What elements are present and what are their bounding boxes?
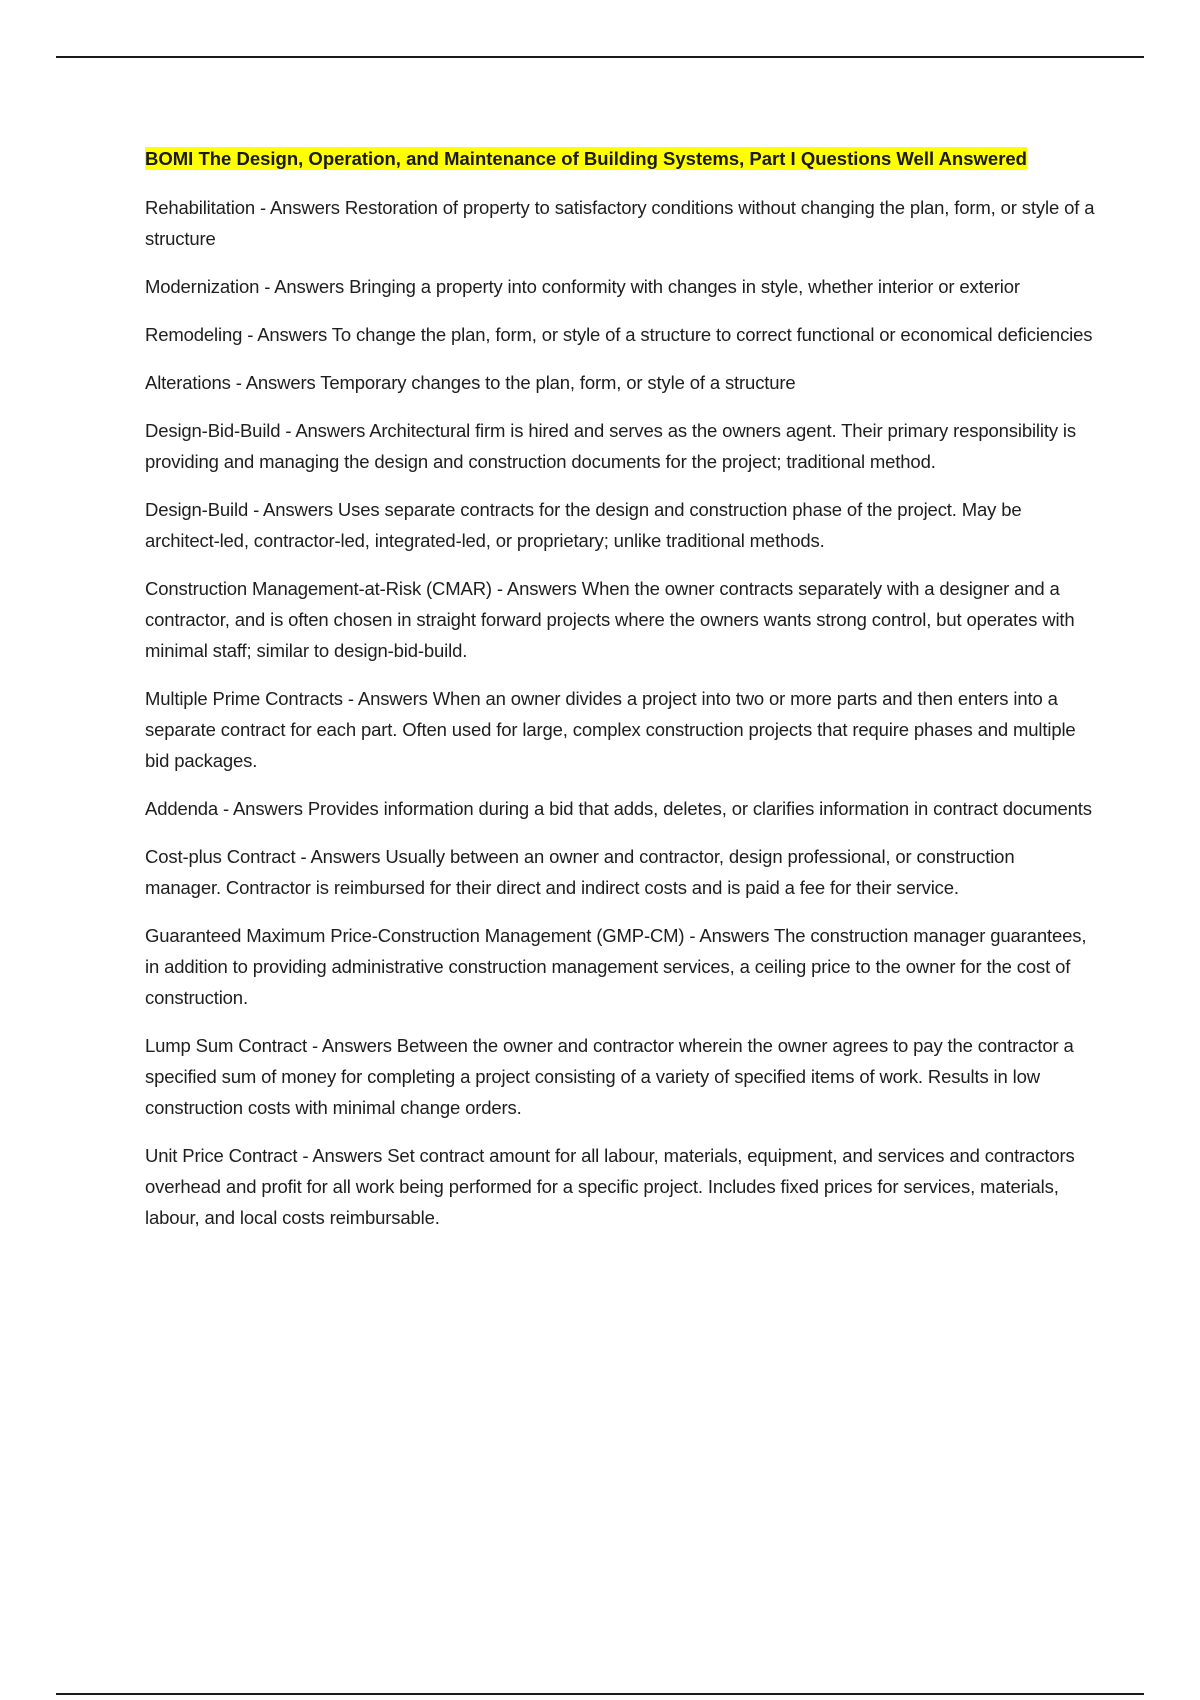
document-title-highlight: BOMI The Design, Operation, and Maintenance of Building Systems, Part I Questions Well Answered [145, 148, 1027, 169]
entry-cmar: Construction Management-at-Risk (CMAR) - Answers When the owner contracts separately with a designer and a contractor, and is often chosen in straight forward projects where the owners wants strong control, but operates with minimal staff; similar to design-bid-build. [145, 578, 1075, 661]
entry-unit-price-contract: Unit Price Contract - Answers Set contract amount for all labour, materials, equipment, and services and contractors overhead and profit for all work being performed for a specific project. Includes fixed prices for services, materials, labour, and local costs reimbursable. [145, 1145, 1075, 1228]
page-bottom-rule [56, 1693, 1144, 1695]
page-top-rule [56, 56, 1144, 58]
entry-multiple-prime-contracts: Multiple Prime Contracts - Answers When an owner divides a project into two or more parts and then enters into a separate contract for each part. Often used for large, complex construction projects that require phases and multiple bid packages. [145, 688, 1076, 771]
entry-cost-plus-contract: Cost-plus Contract - Answers Usually between an owner and contractor, design professional, or construction manager. Contractor is reimbursed for their direct and indirect costs and is paid a fee for their service. [145, 846, 1015, 898]
entry-remodeling: Remodeling - Answers To change the plan, form, or style of a structure to correct functional or economical deficiencies [145, 324, 1093, 345]
entry-alterations: Alterations - Answers Temporary changes to the plan, form, or style of a structure [145, 372, 796, 393]
entry-modernization: Modernization - Answers Bringing a property into conformity with changes in style, whether interior or exterior [145, 276, 1020, 297]
entry-design-bid-build: Design-Bid-Build - Answers Architectural firm is hired and serves as the owners agent. Their primary responsibility is providing and managing the design and construction documents for the project; traditional method. [145, 420, 1076, 472]
entry-lump-sum-contract: Lump Sum Contract - Answers Between the owner and contractor wherein the owner agrees to pay the contractor a specified sum of money for completing a project consisting of a variety of specified items of work. Results in low construction costs with minimal change orders. [145, 1035, 1074, 1118]
document-body [145, 143, 1095, 1250]
document-title [145, 143, 1095, 175]
entry-gmp-cm: Guaranteed Maximum Price-Construction Management (GMP-CM) - Answers The construction manager guarantees, in addition to providing administrative construction management services, a ceiling price to the owner for the cost of construction. [145, 925, 1087, 1008]
entry-addenda: Addenda - Answers Provides information during a bid that adds, deletes, or clarifies information in contract documents [145, 798, 1092, 819]
entry-rehabilitation: Rehabilitation - Answers Restoration of property to satisfactory conditions without changing the plan, form, or style of a structure [145, 197, 1095, 249]
entry-design-build: Design-Build - Answers Uses separate contracts for the design and construction phase of the project. May be architect-led, contractor-led, integrated-led, or proprietary; unlike traditional methods. [145, 499, 1022, 551]
